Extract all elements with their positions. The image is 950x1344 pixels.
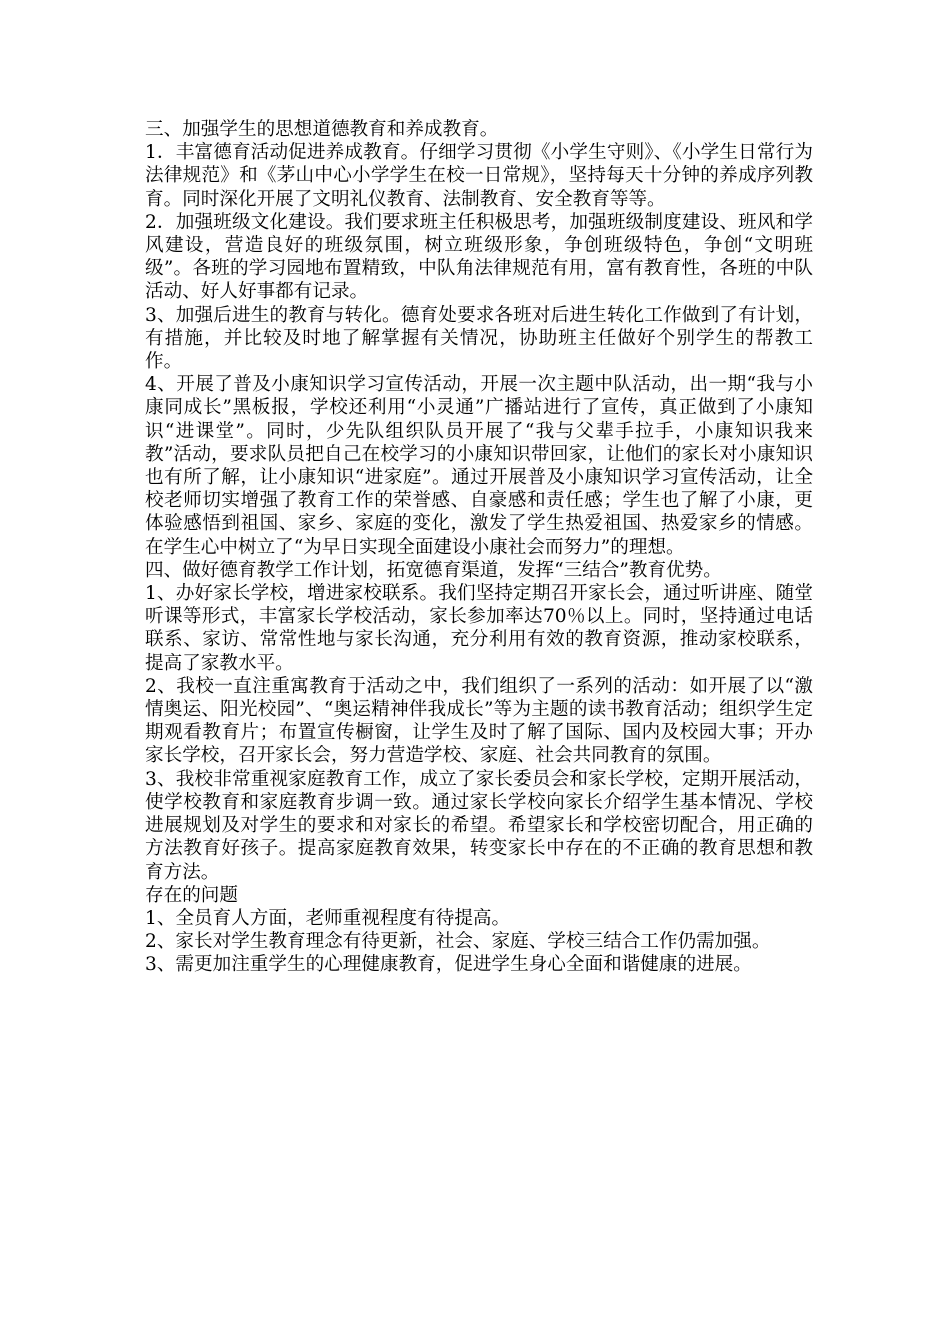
section-heading-three: 三、加强学生的思想道德教育和养成教育。 xyxy=(145,119,499,140)
problem-item-2: 2、家长对学生教育理念有待更新，社会、家庭、学校三结合工作仍需加强。 xyxy=(145,931,771,953)
section-heading-problems: 存在的问题 xyxy=(145,884,238,906)
problem-item-1: 1、全员育人方面，老师重视程度有待提高。 xyxy=(145,907,511,929)
paragraph-parent-school: 1、办好家长学校，增进家校联系。我们坚持定期召开家长会，通过听讲座、随堂听课等形式，丰富家长学校活动，家长参加率达70％以上。同时，坚持通过电话联系、家访、常常性地与家长沟通，充分利用有效的教育资源，推动家校联系，提高了家教水平。 xyxy=(145,583,813,674)
paragraph-moral-activities: 1．丰富德育活动促进养成教育。仔细学习贯彻《小学生守则》、《小学生日常行为法律规范》和《茅山中心小学学生在校一日常规》，坚持每天十分钟的养成序列教育。同时深化开展了文明礼仪教育、法制教育、安全教育等等。 xyxy=(145,142,813,210)
paragraph-xiaokang-knowledge: 4、开展了普及小康知识学习宣传活动，开展一次主题中队活动，出一期“我与小康同成长”黑板报，学校还利用“小灵通”广播站进行了宣传，真正做到了小康知识“进课堂”。同时，少先队组织队员开展了“我与父辈手拉手，小康知识我来教”活动，要求队员把自己在校学习的小康知识带回家，让他们的家长对小康知识也有所了解，让小康知识“进家庭”。通过开展普及小康知识学习宣传活动，让全校老师切实增强了教育工作的荣誉感、自豪感和责任感；学生也了解了小康，更体验感悟到祖国、家乡、家庭的变化，激发了学生热爱祖国、热爱家乡的情感。在学生心中树立了“为早日实现全面建设小康社会而努力”的理想。 xyxy=(145,374,813,558)
paragraph-underachievers: 3、加强后进生的教育与转化。德育处要求各班对后进生转化工作做到了有计划，有措施，并比较及时地了解掌握有关情况，协助班主任做好个别学生的帮教工作。 xyxy=(145,304,813,373)
section-heading-four: 四、做好德育教学工作计划，拓宽德育渠道，发挥“三结合”教育优势。 xyxy=(145,559,722,581)
document-body xyxy=(145,118,813,977)
paragraph-activities: 2、我校一直注重寓教育于活动之中，我们组织了一系列的活动：如开展了以“激情奥运、阳光校园”、“奥运精神伴我成长”等为主题的读书教育活动；组织学生定期观看教育片；布置宣传橱窗，让学生及时了解了国际、国内及校园大事；开办家长学校，召开家长会，努力营造学校、家庭、社会共同教育的氛围。 xyxy=(145,675,813,767)
problem-item-3: 3、需更加注重学生的心理健康教育，促进学生身心全面和谐健康的进展。 xyxy=(145,954,752,976)
paragraph-family-education: 3、我校非常重视家庭教育工作，成立了家长委员会和家长学校，定期开展活动，使学校教育和家庭教育步调一致。通过家长学校向家长介绍学生基本情况、学校进展规划及对学生的要求和对家长的希望。希望家长和学校密切配合，用正确的方法教育好孩子。提高家庭教育效果，转变家长中存在的不正确的教育思想和教育方法。 xyxy=(145,768,813,883)
paragraph-class-culture: 2．加强班级文化建设。我们要求班主任积极思考，加强班级制度建设、班风和学风建设，营造良好的班级氛围，树立班级形象，争创班级特色，争创“文明班级”。各班的学习园地布置精致，中队角法律规范有用，富有教育性，各班的中队活动、好人好事都有记录。 xyxy=(145,211,813,303)
